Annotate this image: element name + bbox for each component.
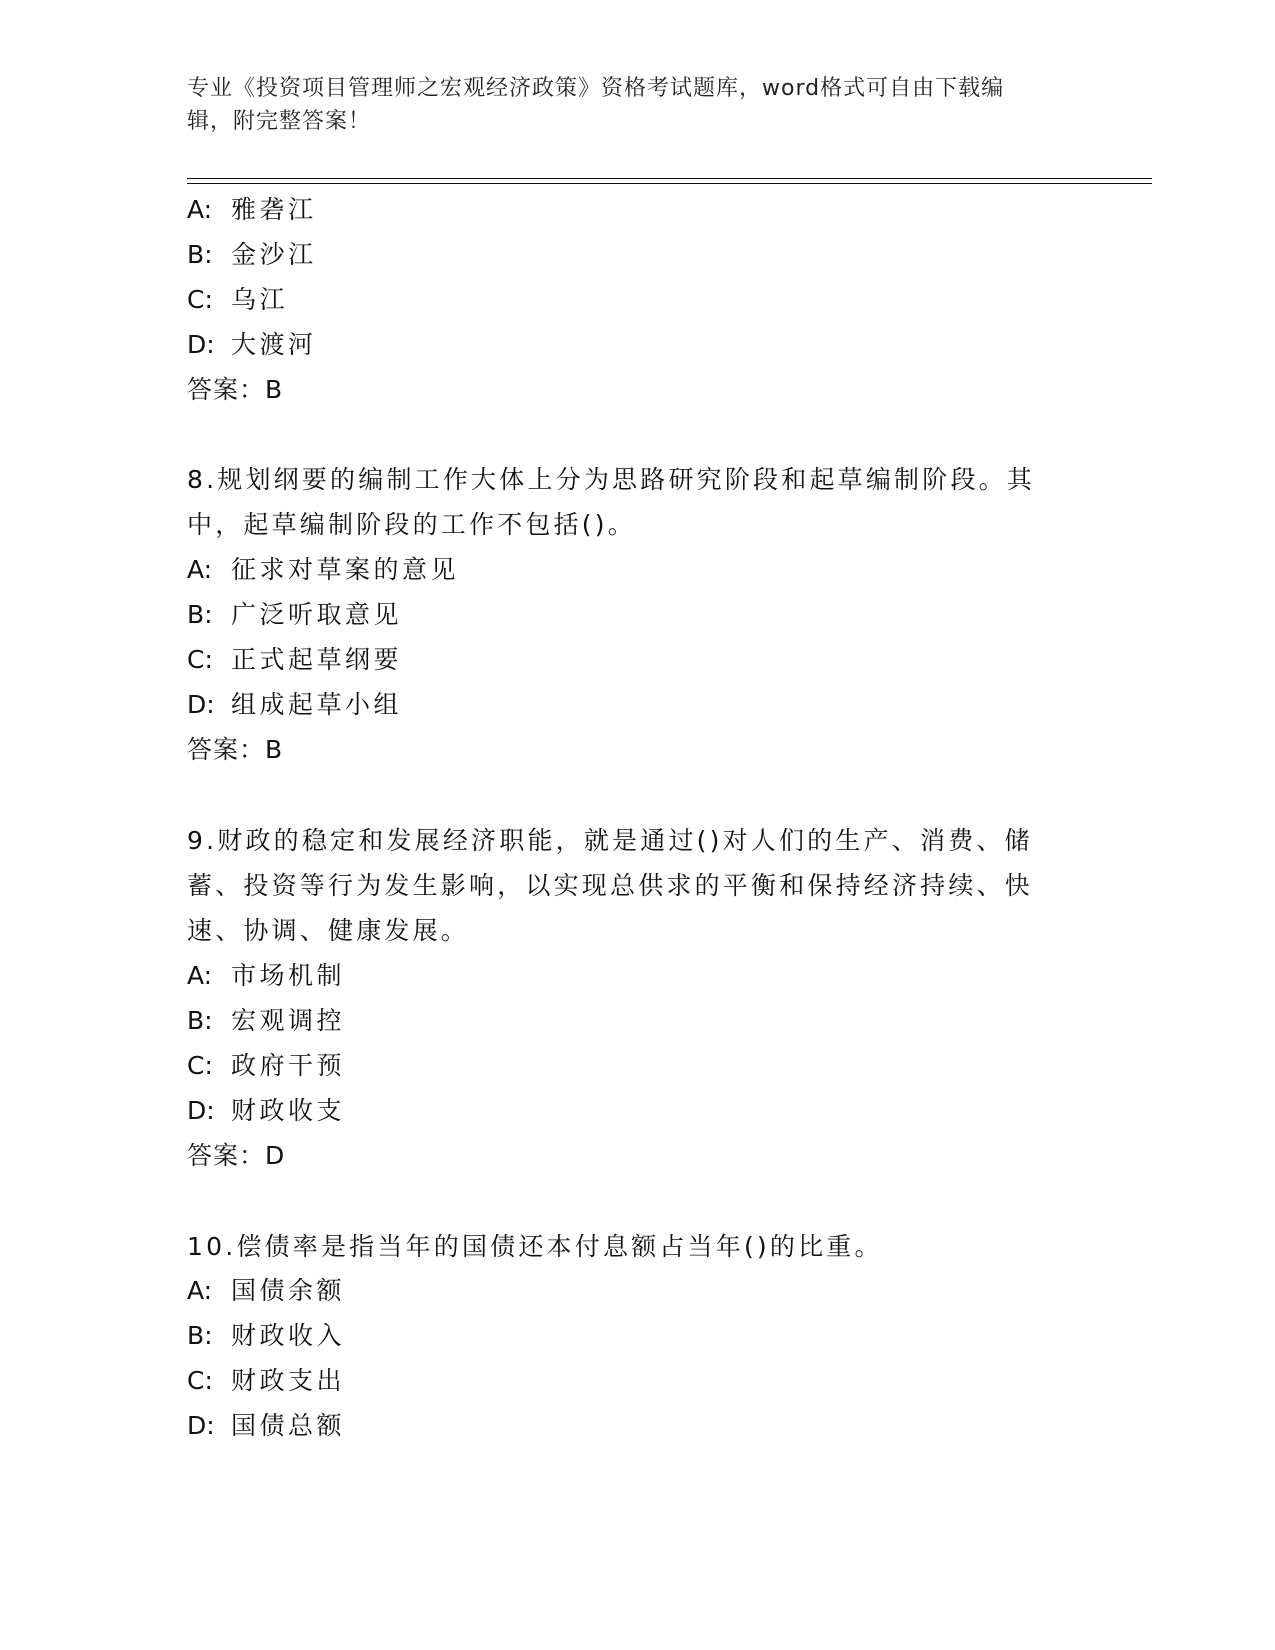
option-label: D: [187,1096,215,1125]
header-divider-top [187,178,1152,179]
q8-option-a [187,555,459,585]
q9-option-c [187,1051,345,1081]
option-text: 广泛听取意见 [231,600,403,629]
header-line-2: 辑，附完整答案！ [187,109,372,134]
q8-option-c [187,645,402,675]
option-label: D: [187,1411,215,1440]
option-label: B: [187,240,213,269]
q9-stem-line-3: 速、协调、健康发展。 [187,916,470,945]
option-text: 征求对草案的意见 [231,555,460,584]
option-text: 国债余额 [231,1276,346,1305]
option-text: 政府干预 [231,1051,346,1080]
q9-stem-line-2: 蓄、投资等行为发生影响，以实现总供求的平衡和保持经济持续、快 [187,871,1034,900]
option-label: B: [187,600,213,629]
q10-option-a [187,1276,345,1306]
q8-option-d [187,690,402,720]
option-text: 财政收支 [231,1096,346,1125]
q9-answer: 答案：D [187,1141,286,1170]
header-divider-bottom [187,183,1152,184]
q7-option-b [187,240,317,270]
option-text: 乌江 [231,285,289,314]
option-text: 财政支出 [231,1366,346,1395]
q8-stem-line-2: 中，起草编制阶段的工作不包括()。 [187,510,636,539]
option-label: D: [187,330,215,359]
q7-option-d [187,330,317,360]
q7-answer: 答案：B [187,375,284,404]
option-label: A: [187,961,213,990]
q7-option-a [187,195,317,225]
q9-option-a [187,961,345,991]
option-text: 大渡河 [231,330,317,359]
q8-answer: 答案：B [187,735,284,764]
option-label: C: [187,1051,213,1080]
q7-option-c [187,285,288,315]
option-text: 金沙江 [231,240,317,269]
q9-stem-line-1: 9.财政的稳定和发展经济职能，就是通过()对人们的生产、消费、储 [187,826,1033,855]
option-label: A: [187,1276,213,1305]
option-label: D: [187,690,215,719]
q10-option-d [187,1411,345,1441]
option-text: 市场机制 [231,961,346,990]
option-label: A: [187,195,213,224]
option-text: 财政收入 [231,1321,346,1350]
option-label: C: [187,285,213,314]
option-text: 组成起草小组 [231,690,403,719]
q10-option-b [187,1321,345,1351]
option-text: 国债总额 [231,1411,346,1440]
option-label: B: [187,1321,213,1350]
q9-option-b [187,1006,345,1036]
q8-option-b [187,600,402,630]
q10-stem-line-1: 10.偿债率是指当年的国债还本付息额占当年()的比重。 [187,1232,883,1261]
option-label: C: [187,1366,213,1395]
option-label: B: [187,1006,213,1035]
document-header [187,72,1067,138]
q10-option-c [187,1366,345,1396]
option-text: 宏观调控 [231,1006,346,1035]
q9-option-d [187,1096,345,1126]
option-label: A: [187,555,213,584]
option-label: C: [187,645,213,674]
header-line-1: 专业《投资项目管理师之宏观经济政策》资格考试题库，word格式可自由下载编 [187,76,1005,101]
option-text: 雅砻江 [231,195,317,224]
option-text: 正式起草纲要 [231,645,403,674]
q8-stem-line-1: 8.规划纲要的编制工作大体上分为思路研究阶段和起草编制阶段。其 [187,465,1036,494]
